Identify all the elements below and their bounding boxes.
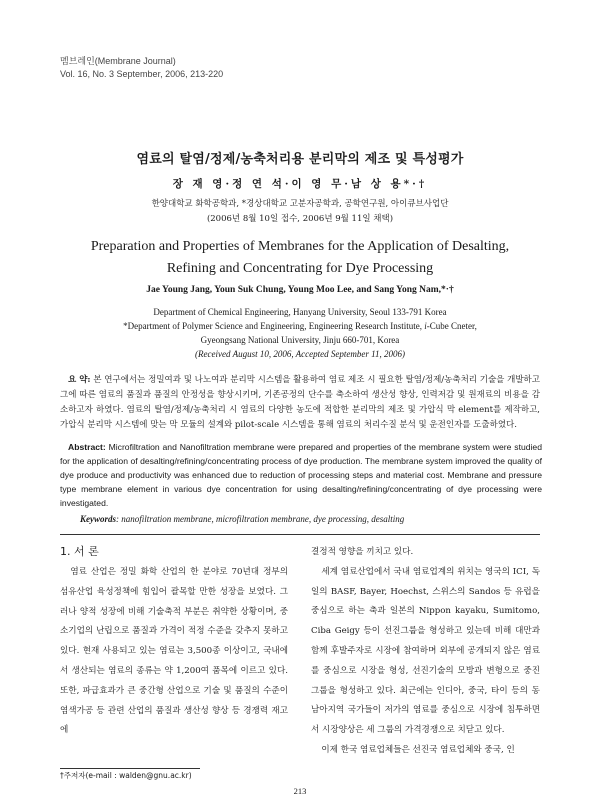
korean-title: 염료의 탈염/정제/농축처리용 분리막의 제조 및 특성평가 (136, 152, 464, 167)
affiliation-line-3: Gyeongsang National University, Jinju 660-701, Korea (200, 335, 400, 345)
english-title (0, 236, 600, 280)
section-heading: 1. 서 론 (60, 545, 99, 558)
korean-affiliation: 한양대학교 화학공학과, *경상대학교 고분자공학과, 공학연구원, 아이큐브사업단 (151, 199, 449, 209)
left-paragraph: 염료 산업은 정밀 화학 산업의 한 분야로 70년대 정부의 섬유산업 육성정책에 힘입어 괄목할 만한 성장을 보였다. 그러나 양적 성장에 비해 기술축적 부분은 취약한 상황이며, 중소기업의 난립으로 품질과 가격이 적정 수준을 갖추지 못하고 있다. 현재 사용되고 있는 염료는 3,500종 이상이고, 국내에서 생산되는 염료의 종류는 약 1,200여 품목에 이르고 있다. 또한, 파급효과가 큰 중간형 산업으로 기술 및 품질의 수준이 염색가공 등 관련 산업의 품질과 생산성 향상 등 경쟁력 재고에 (60, 567, 288, 736)
keywords-label: Keywords (80, 514, 116, 524)
korean-dates: (2006년 8월 10일 접수, 2006년 9월 11일 채택) (206, 214, 394, 224)
keywords-text: : nanofiltration membrane, microfiltration membrane, dye processing, desalting (116, 514, 405, 524)
right-paragraph-3: 이제 한국 염료업체들은 선진국 염료업체와 중국, 인 (321, 744, 515, 755)
journal-name: 멤브레인(Membrane Journal) (60, 56, 176, 66)
english-abstract (60, 440, 542, 510)
english-abstract-label: Abstract: (68, 442, 106, 452)
right-paragraph-2: 세계 염료산업에서 국내 염료업계의 위치는 영국의 ICI, 독일의 BASF, Bayer, Hoechst, 스위스의 Sandos 등 유럽을 중심으로 하는 축과 일본의 Nippon kayaku, Sumitomo, Ciba Geigy 등이 선진그룹을 형성하고 있는데 비해 대만과 함께 후발주자로 시장에 참여하며 외부에 공개되지 않은 염료를 중심으로 시장을 형성, 선진기술의 모방과 변형으로 중진그룹을 형성하고 있다. 최근에는 인디아, 중국, 타이 등의 동남아지역 국가들이 저가의 염료를 중심으로 시장에 침투하면서 시장양상은 세 그룹의 가격경쟁으로 치닫고 있다. (311, 566, 540, 736)
received-dates: (Received August 10, 2006, Accepted September 11, 2006) (195, 349, 405, 359)
english-title-line-2: Refining and Concentrating for Dye Processing (166, 261, 434, 276)
journal-volume: Vol. 16, No. 3 September, 2006, 213-220 (60, 69, 224, 79)
affiliation-line-2: *Department of Polymer Science and Engineering, Engineering Research Institute, i-Cube Cneter, (123, 321, 477, 331)
right-column (311, 543, 540, 761)
footnote: †주저자(e-mail : walden@gnu.ac.kr) (60, 771, 192, 780)
english-title-line-1: Preparation and Properties of Membranes for the Application of Desalting, (90, 239, 510, 254)
keywords (80, 514, 404, 524)
divider-rule (60, 534, 540, 535)
english-affiliations (0, 305, 600, 347)
korean-abstract-label: 요 약: (68, 375, 91, 385)
left-column (60, 563, 288, 741)
footnote-rule (60, 768, 200, 769)
right-paragraph-1: 결정적 영향을 끼치고 있다. (311, 547, 414, 557)
korean-authors: 장 재 영·정 연 석·이 영 무·남 상 용*·† (172, 178, 428, 190)
korean-abstract-text: 본 연구에서는 정밀여과 및 나노여과 분리막 시스템을 활용하여 염료 제조 시 필요한 탈염/정제/농축처리 기술을 개발하고 그에 따른 염료의 품질과 품질의 안정성을 향상시키며, 기존공정의 단수를 축소하여 생산성 향상, 인력저감 및 원재료의 비용을 감소하고자 하였다. 염료의 탈염/정제/농축처리 시 염료의 다양한 농도에 적합한 분리막의 제조 및 가압식 막 element를 제작하고, 가압식 분리막 시스템에 맞는 막 모듈의 설계와 pilot-scale 시스템을 통해 염료의 처리수질 분석 및 운전인자를 도출하였다. (60, 375, 540, 430)
korean-abstract (60, 373, 540, 433)
affiliation-line-1: Department of Chemical Engineering, Hanyang University, Seoul 133-791 Korea (153, 307, 447, 317)
english-authors: Jae Young Jang, Youn Suk Chung, Young Moo Lee, and Sang Yong Nam,*·† (146, 285, 454, 295)
english-abstract-text: Microfiltration and Nanofiltration membrane were prepared and properties of the membrane system were studied for the application of desalting/refining/concentrating process of dye production. The membrane system improved the quality of dye produce and productivity was enhanced due to reduction of processing steps and material cost. Membrane and pressure type membrane element in various dye concentration for using desalting/refining/concentrating of dye processing were investigated. (60, 442, 542, 508)
page-number: 213 (293, 786, 307, 796)
